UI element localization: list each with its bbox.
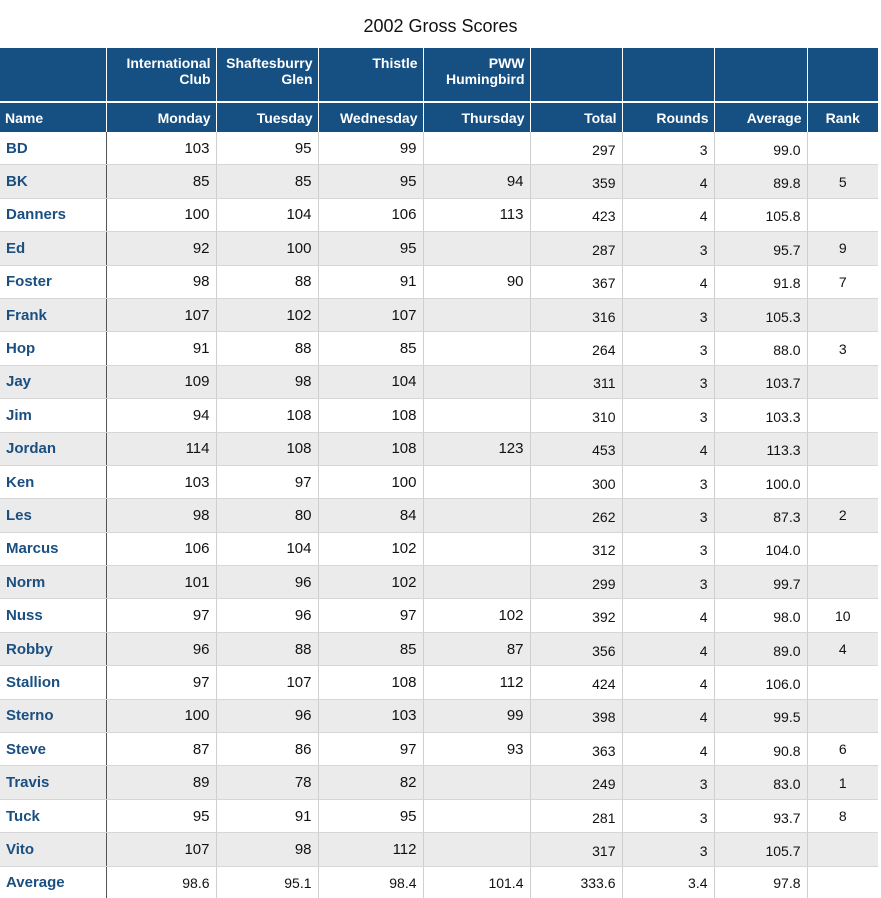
rounds-cell: 3 (622, 499, 714, 532)
rounds-cell: 4 (622, 699, 714, 732)
table-row (0, 399, 878, 432)
rank-cell (807, 666, 878, 699)
thursday-cell (423, 566, 530, 599)
player-name-cell: Norm (0, 566, 106, 599)
total-cell: 287 (530, 232, 622, 265)
wednesday-cell: 106 (318, 198, 423, 231)
player-name-cell: Foster (0, 265, 106, 298)
table-row (0, 833, 878, 866)
rounds-cell: 3 (622, 566, 714, 599)
table-row (0, 298, 878, 331)
thursday-cell: 93 (423, 733, 530, 766)
average-cell: 103.3 (714, 399, 807, 432)
rank-cell (807, 566, 878, 599)
rounds-cell: 3 (622, 833, 714, 866)
total-cell: 249 (530, 766, 622, 799)
thursday-cell (423, 465, 530, 498)
table-row (0, 265, 878, 298)
total-cell: 356 (530, 632, 622, 665)
table-row (0, 465, 878, 498)
course-header-6 (622, 48, 714, 102)
tuesday-cell: 108 (216, 399, 318, 432)
rank-cell: 6 (807, 733, 878, 766)
tuesday-cell: 88 (216, 265, 318, 298)
total-cell: 297 (530, 132, 622, 165)
monday-cell: 94 (106, 399, 216, 432)
rounds-cell: 3 (622, 799, 714, 832)
course-header-2: Shaftesburry Glen (216, 48, 318, 102)
wednesday-cell: 85 (318, 332, 423, 365)
rounds-cell: 4 (622, 198, 714, 231)
rounds-cell: 3 (622, 232, 714, 265)
monday-cell: 106 (106, 532, 216, 565)
average-cell: 106.0 (714, 666, 807, 699)
table-row (0, 699, 878, 732)
average-cell: 103.7 (714, 365, 807, 398)
average-cell: 104.0 (714, 532, 807, 565)
rank-cell (807, 833, 878, 866)
wednesday-cell: 104 (318, 365, 423, 398)
total-cell: 317 (530, 833, 622, 866)
tuesday-cell: 96 (216, 699, 318, 732)
course-header-8 (807, 48, 878, 102)
total-cell: 300 (530, 465, 622, 498)
monday-cell: 92 (106, 232, 216, 265)
column-header-monday[interactable]: Monday (106, 102, 216, 132)
thursday-cell (423, 833, 530, 866)
tuesday-cell: 98 (216, 833, 318, 866)
table-row (0, 666, 878, 699)
column-header-average[interactable]: Average (714, 102, 807, 132)
table-row (0, 198, 878, 231)
rank-cell (807, 532, 878, 565)
wednesday-cell: 91 (318, 265, 423, 298)
player-name-cell: Ed (0, 232, 106, 265)
player-name-cell: Sterno (0, 699, 106, 732)
total-cell: 363 (530, 733, 622, 766)
monday-cell: 101 (106, 566, 216, 599)
average-rounds-cell: 3.4 (622, 866, 714, 898)
average-cell: 88.0 (714, 332, 807, 365)
thursday-cell (423, 499, 530, 532)
tuesday-cell: 91 (216, 799, 318, 832)
rounds-cell: 4 (622, 165, 714, 198)
table-row (0, 766, 878, 799)
average-cell: 90.8 (714, 733, 807, 766)
player-name-cell: Jordan (0, 432, 106, 465)
wednesday-cell: 108 (318, 399, 423, 432)
monday-cell: 103 (106, 132, 216, 165)
thursday-cell (423, 298, 530, 331)
tuesday-cell: 88 (216, 632, 318, 665)
total-cell: 367 (530, 265, 622, 298)
table-row (0, 532, 878, 565)
rank-cell (807, 465, 878, 498)
wednesday-cell: 97 (318, 733, 423, 766)
average-cell: 105.8 (714, 198, 807, 231)
player-name-cell: Les (0, 499, 106, 532)
tuesday-cell: 104 (216, 532, 318, 565)
tuesday-cell: 108 (216, 432, 318, 465)
monday-cell: 87 (106, 733, 216, 766)
table-row (0, 599, 878, 632)
player-name-cell: BK (0, 165, 106, 198)
rank-cell (807, 298, 878, 331)
rank-cell: 2 (807, 499, 878, 532)
rank-cell: 1 (807, 766, 878, 799)
player-name-cell: Jim (0, 399, 106, 432)
rounds-cell: 3 (622, 365, 714, 398)
table-row (0, 566, 878, 599)
tuesday-cell: 107 (216, 666, 318, 699)
wednesday-cell: 102 (318, 532, 423, 565)
average-rank-cell (807, 866, 878, 898)
table-header (0, 48, 878, 132)
course-header-0 (0, 48, 106, 102)
rank-cell: 9 (807, 232, 878, 265)
gross-scores-table (0, 48, 878, 898)
total-cell: 453 (530, 432, 622, 465)
rank-cell: 8 (807, 799, 878, 832)
average-cell: 89.0 (714, 632, 807, 665)
tuesday-cell: 100 (216, 232, 318, 265)
rounds-cell: 4 (622, 265, 714, 298)
thursday-cell: 123 (423, 432, 530, 465)
monday-cell: 109 (106, 365, 216, 398)
thursday-cell (423, 766, 530, 799)
total-cell: 281 (530, 799, 622, 832)
table-row (0, 799, 878, 832)
monday-cell: 96 (106, 632, 216, 665)
monday-cell: 98 (106, 499, 216, 532)
column-header-thursday[interactable]: Thursday (423, 102, 530, 132)
tuesday-cell: 98 (216, 365, 318, 398)
average-monday-cell: 98.6 (106, 866, 216, 898)
average-cell: 91.8 (714, 265, 807, 298)
thursday-cell (423, 365, 530, 398)
average-cell: 99.7 (714, 566, 807, 599)
average-cell: 87.3 (714, 499, 807, 532)
tuesday-cell: 96 (216, 599, 318, 632)
average-cell: 113.3 (714, 432, 807, 465)
average-tuesday-cell: 95.1 (216, 866, 318, 898)
monday-cell: 91 (106, 332, 216, 365)
course-header-row (0, 48, 878, 102)
table-row (0, 332, 878, 365)
table-row (0, 632, 878, 665)
total-cell: 310 (530, 399, 622, 432)
average-cell: 98.0 (714, 599, 807, 632)
thursday-cell (423, 332, 530, 365)
rounds-cell: 3 (622, 766, 714, 799)
wednesday-cell: 84 (318, 499, 423, 532)
wednesday-cell: 85 (318, 632, 423, 665)
column-header-row (0, 102, 878, 132)
thursday-cell: 102 (423, 599, 530, 632)
tuesday-cell: 97 (216, 465, 318, 498)
rounds-cell: 3 (622, 399, 714, 432)
rounds-cell: 4 (622, 599, 714, 632)
thursday-cell: 87 (423, 632, 530, 665)
average-row (0, 866, 878, 898)
tuesday-cell: 85 (216, 165, 318, 198)
total-cell: 264 (530, 332, 622, 365)
wednesday-cell: 95 (318, 232, 423, 265)
average-wednesday-cell: 98.4 (318, 866, 423, 898)
rounds-cell: 3 (622, 465, 714, 498)
total-cell: 398 (530, 699, 622, 732)
rounds-cell: 4 (622, 666, 714, 699)
total-cell: 311 (530, 365, 622, 398)
average-cell: 93.7 (714, 799, 807, 832)
total-cell: 299 (530, 566, 622, 599)
rank-cell (807, 132, 878, 165)
monday-cell: 85 (106, 165, 216, 198)
column-header-total[interactable]: Total (530, 102, 622, 132)
monday-cell: 98 (106, 265, 216, 298)
player-name-cell: Travis (0, 766, 106, 799)
rank-cell: 5 (807, 165, 878, 198)
wednesday-cell: 99 (318, 132, 423, 165)
player-name-cell: Robby (0, 632, 106, 665)
average-cell: 95.7 (714, 232, 807, 265)
rounds-cell: 4 (622, 432, 714, 465)
total-cell: 262 (530, 499, 622, 532)
monday-cell: 107 (106, 298, 216, 331)
rank-cell (807, 699, 878, 732)
monday-cell: 107 (106, 833, 216, 866)
average-cell: 89.8 (714, 165, 807, 198)
wednesday-cell: 108 (318, 666, 423, 699)
tuesday-cell: 102 (216, 298, 318, 331)
course-header-7 (714, 48, 807, 102)
wednesday-cell: 97 (318, 599, 423, 632)
thursday-cell (423, 399, 530, 432)
tuesday-cell: 78 (216, 766, 318, 799)
tuesday-cell: 88 (216, 332, 318, 365)
rank-cell (807, 432, 878, 465)
column-header-wednesday[interactable]: Wednesday (318, 102, 423, 132)
thursday-cell: 113 (423, 198, 530, 231)
tuesday-cell: 86 (216, 733, 318, 766)
player-name-cell: Vito (0, 833, 106, 866)
wednesday-cell: 112 (318, 833, 423, 866)
thursday-cell: 94 (423, 165, 530, 198)
table-row (0, 733, 878, 766)
average-cell: 105.7 (714, 833, 807, 866)
total-cell: 316 (530, 298, 622, 331)
rounds-cell: 3 (622, 298, 714, 331)
average-average-cell: 97.8 (714, 866, 807, 898)
monday-cell: 97 (106, 599, 216, 632)
monday-cell: 97 (106, 666, 216, 699)
course-header-4: PWW Humingbird (423, 48, 530, 102)
table-body (0, 132, 878, 866)
rounds-cell: 3 (622, 332, 714, 365)
thursday-cell (423, 532, 530, 565)
table-row (0, 499, 878, 532)
column-header-name[interactable]: Name (0, 102, 106, 132)
player-name-cell: Marcus (0, 532, 106, 565)
average-thursday-cell: 101.4 (423, 866, 530, 898)
wednesday-cell: 107 (318, 298, 423, 331)
player-name-cell: Steve (0, 733, 106, 766)
thursday-cell: 90 (423, 265, 530, 298)
wednesday-cell: 103 (318, 699, 423, 732)
thursday-cell (423, 232, 530, 265)
thursday-cell: 112 (423, 666, 530, 699)
player-name-cell: Danners (0, 198, 106, 231)
rank-cell (807, 198, 878, 231)
rank-cell (807, 365, 878, 398)
table-row (0, 365, 878, 398)
wednesday-cell: 95 (318, 165, 423, 198)
total-cell: 359 (530, 165, 622, 198)
total-cell: 423 (530, 198, 622, 231)
column-header-tuesday[interactable]: Tuesday (216, 102, 318, 132)
player-name-cell: Tuck (0, 799, 106, 832)
tuesday-cell: 80 (216, 499, 318, 532)
rounds-cell: 4 (622, 632, 714, 665)
thursday-cell: 99 (423, 699, 530, 732)
total-cell: 424 (530, 666, 622, 699)
rank-cell (807, 399, 878, 432)
thursday-cell (423, 132, 530, 165)
table-row (0, 232, 878, 265)
tuesday-cell: 104 (216, 198, 318, 231)
player-name-cell: Hop (0, 332, 106, 365)
monday-cell: 100 (106, 699, 216, 732)
monday-cell: 89 (106, 766, 216, 799)
average-cell: 100.0 (714, 465, 807, 498)
player-name-cell: BD (0, 132, 106, 165)
course-header-5 (530, 48, 622, 102)
rank-cell: 10 (807, 599, 878, 632)
course-header-1: International Club (106, 48, 216, 102)
thursday-cell (423, 799, 530, 832)
monday-cell: 100 (106, 198, 216, 231)
player-name-cell: Jay (0, 365, 106, 398)
player-name-cell: Ken (0, 465, 106, 498)
rank-cell: 4 (807, 632, 878, 665)
wednesday-cell: 102 (318, 566, 423, 599)
total-cell: 312 (530, 532, 622, 565)
rounds-cell: 3 (622, 532, 714, 565)
wednesday-cell: 108 (318, 432, 423, 465)
table-row (0, 132, 878, 165)
wednesday-cell: 95 (318, 799, 423, 832)
rounds-cell: 3 (622, 132, 714, 165)
player-name-cell: Nuss (0, 599, 106, 632)
monday-cell: 95 (106, 799, 216, 832)
wednesday-cell: 100 (318, 465, 423, 498)
table-row (0, 165, 878, 198)
column-header-rounds[interactable]: Rounds (622, 102, 714, 132)
course-header-3: Thistle (318, 48, 423, 102)
wednesday-cell: 82 (318, 766, 423, 799)
table-footer (0, 866, 878, 898)
page-title: 2002 Gross Scores (363, 16, 518, 36)
rounds-cell: 4 (622, 733, 714, 766)
average-cell: 105.3 (714, 298, 807, 331)
average-label-cell: Average (0, 866, 106, 898)
rank-cell: 3 (807, 332, 878, 365)
average-cell: 99.0 (714, 132, 807, 165)
total-cell: 392 (530, 599, 622, 632)
rank-cell: 7 (807, 265, 878, 298)
average-total-cell: 333.6 (530, 866, 622, 898)
average-cell: 99.5 (714, 699, 807, 732)
average-cell: 83.0 (714, 766, 807, 799)
monday-cell: 114 (106, 432, 216, 465)
column-header-rank[interactable]: Rank (807, 102, 878, 132)
player-name-cell: Frank (0, 298, 106, 331)
monday-cell: 103 (106, 465, 216, 498)
tuesday-cell: 95 (216, 132, 318, 165)
tuesday-cell: 96 (216, 566, 318, 599)
table-row (0, 432, 878, 465)
player-name-cell: Stallion (0, 666, 106, 699)
